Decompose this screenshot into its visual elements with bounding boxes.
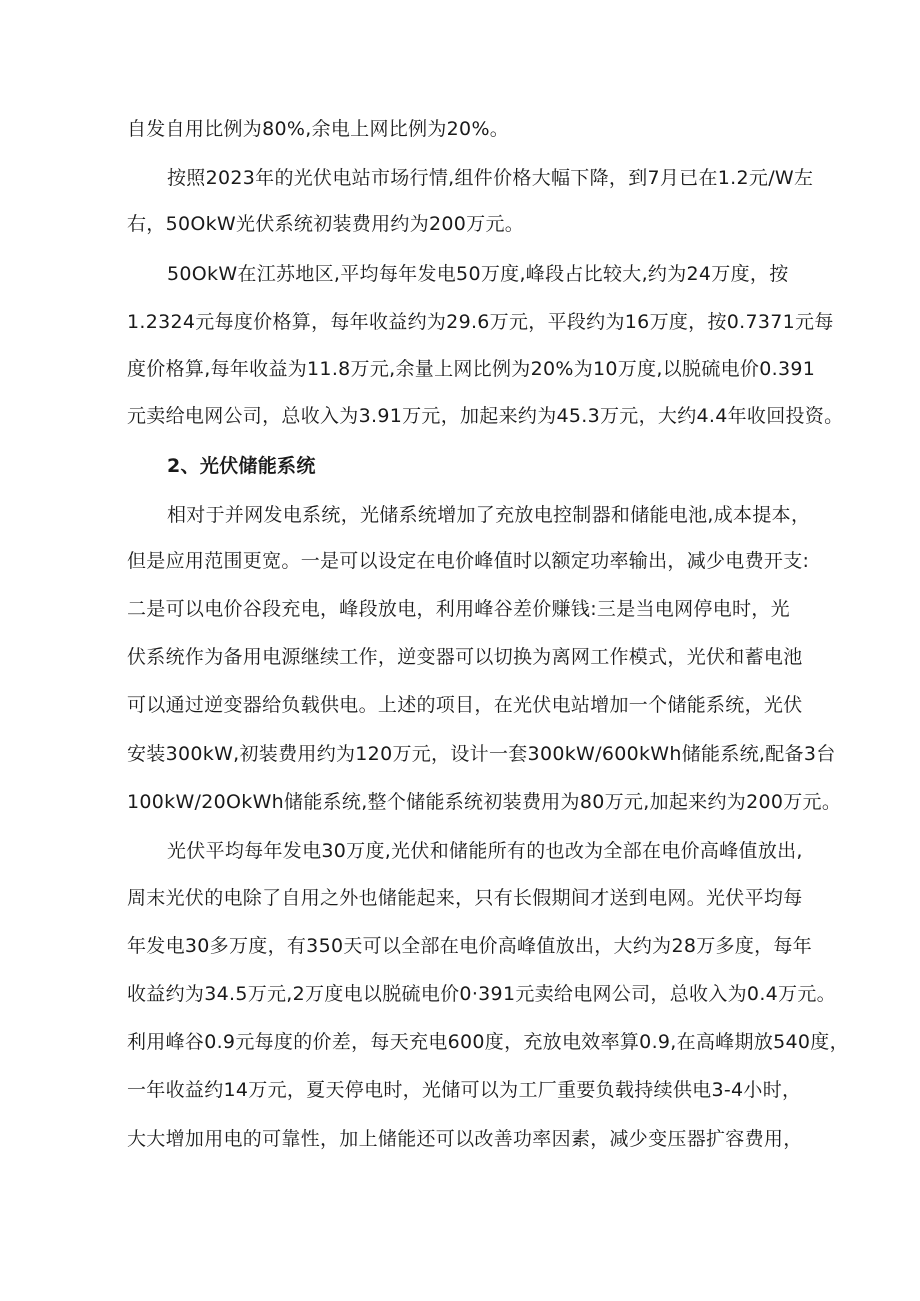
paragraph-line-12: 可以通过逆变器给负载供电。上述的项目，在光伏电站增加一个储能系统，光伏	[127, 694, 803, 716]
paragraph-line-19: 利用峰谷0.9元每度的价差，每天充电600度，充放电效率算0.9,在高峰期放540度，	[127, 1031, 849, 1053]
paragraph-line-16: 周末光伏的电除了自用之外也储能起来，只有长假期间才送到电网。光伏平均每	[127, 887, 803, 909]
paragraph-line-10: 二是可以电价谷段充电，峰段放电，利用峰谷差价赚钱:三是当电网停电时，光	[127, 598, 790, 620]
paragraph-line-3: 右，50OkW光伏系统初装费用约为200万元。	[127, 213, 525, 235]
paragraph-line-18: 收益约为34.5万元,2万度电以脱硫电价0·391元卖给电网公司，总收入为0.4万元。	[127, 983, 836, 1005]
paragraph-line-17: 年发电30多万度，有350天可以全部在电价高峰值放出，大约为28万多度，每年	[127, 935, 813, 957]
paragraph-line-13: 安装300kW,初装费用约为120万元，设计一套300kW/600kWh储能系统,配备3台	[127, 743, 836, 765]
paragraph-line-21: 大大增加用电的可靠性，加上储能还可以改善功率因素，减少变压器扩容费用，	[127, 1128, 803, 1150]
paragraph-line-5: 1.2324元每度价格算，每年收益约为29.6万元，平段约为16万度，按0.7371元每	[127, 311, 834, 333]
paragraph-line-15: 光伏平均每年发电30万度,光伏和储能所有的也改为全部在电价高峰值放出,	[167, 840, 803, 862]
paragraph-line-14: 100kW/20OkWh储能系统,整个储能系统初装费用为80万元,加起来约为200万元。	[127, 791, 842, 813]
paragraph-line-11: 伏系统作为备用电源继续工作，逆变器可以切换为离网工作模式，光伏和蓄电池	[127, 646, 803, 668]
paragraph-line-6: 度价格算,每年收益为11.8万元,余量上网比例为20%为10万度,以脱硫电价0.391	[127, 358, 816, 380]
paragraph-line-7: 元卖给电网公司，总收入为3.91万元，加起来约为45.3万元，大约4.4年收回投资。	[127, 405, 844, 427]
paragraph-line-2: 按照2023年的光伏电站市场行情,组件价格大幅下降，到7月已在1.2元/W左	[167, 167, 814, 189]
paragraph-line-20: 一年收益约14万元，夏天停电时，光储可以为工厂重要负载持续供电3-4小时，	[127, 1079, 802, 1101]
paragraph-line-4: 50OkW在江苏地区,平均每年发电50万度,峰段占比较大,约为24万度，按	[167, 263, 789, 285]
section-heading: 2、光伏储能系统	[167, 455, 316, 477]
paragraph-line-1: 自发自用比例为80%,余电上网比例为20%。	[127, 118, 510, 140]
paragraph-line-8: 相对于并网发电系统，光储系统增加了充放电控制器和储能电池,成本提本，	[167, 504, 811, 526]
paragraph-line-9: 但是应用范围更宽。一是可以设定在电价峰值时以额定功率输出，减少电费开支:	[127, 550, 810, 572]
